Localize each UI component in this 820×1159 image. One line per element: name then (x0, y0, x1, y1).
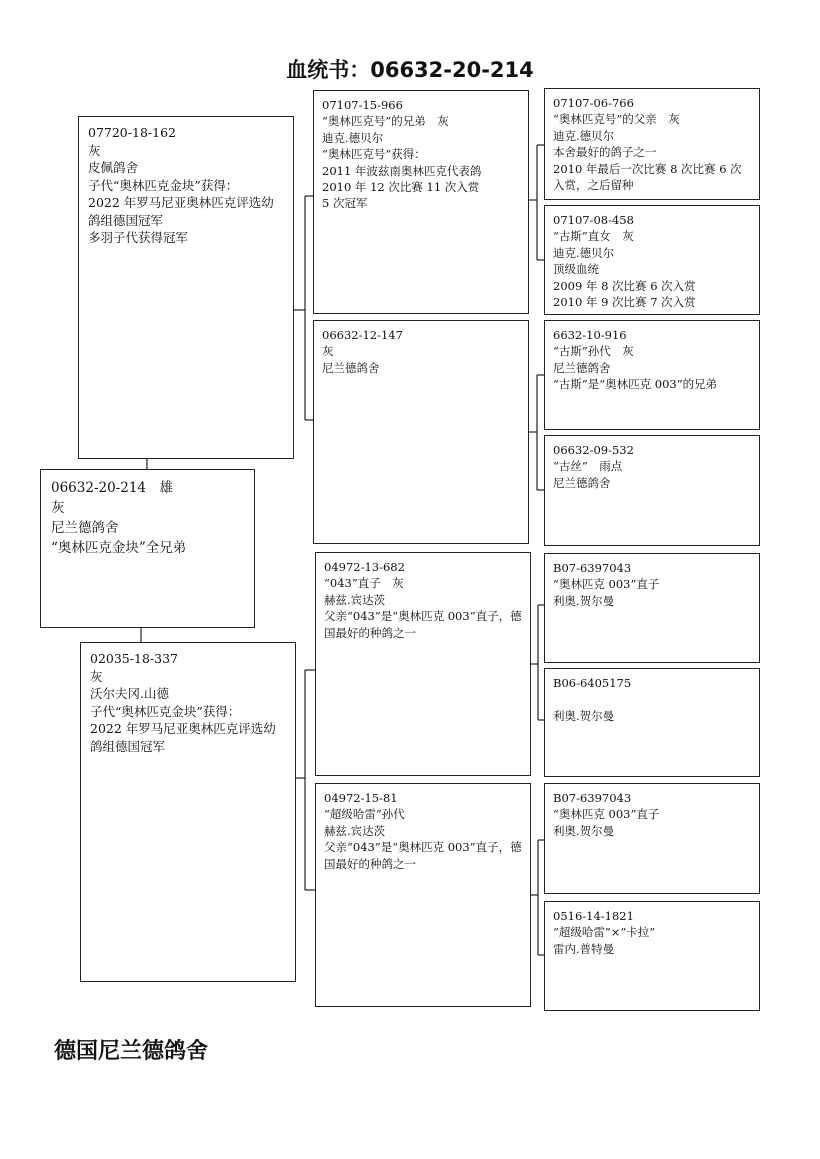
sire-sire-card (313, 90, 529, 314)
gg6-breeder: 利奥.贺尔曼 (553, 708, 615, 723)
dam-dam-name: “超级哈雷”孙代 (324, 807, 405, 822)
dam-note: 子代“奥林匹克金块”获得： (90, 703, 241, 719)
great-grandparent-card-2 (544, 205, 760, 315)
dam-sire-note: 父亲“043”是“奥林匹克 003”直子，德国最好的种鸽之一 (324, 609, 522, 640)
gg6-ring-number: B06-6405175 (553, 676, 632, 690)
sire-dam-ring-number: 06632-12-147 (322, 328, 403, 342)
great-grandparent-card-1 (544, 88, 760, 200)
sire-color: 灰 (88, 142, 101, 158)
dam-dam-note: 父亲“043”是“奥林匹克 003”直子，德国最好的种鸽之一 (324, 840, 522, 871)
sire-ring-number: 07720-18-162 (88, 125, 176, 140)
gg8-ring-number: 0516-14-1821 (553, 909, 634, 923)
gg2-breeder: 迪克.德贝尔 (553, 245, 615, 260)
sire-dam-breeder: 尼兰德鸽舍 (322, 360, 380, 375)
dam-breeder: 沃尔夫冈.山德 (90, 686, 169, 701)
gg4-ring-number: 06632-09-532 (553, 443, 634, 457)
sire-sire-breeder: 迪克.德贝尔 (322, 130, 384, 145)
sire-sire-note: 2010 年 12 次比赛 11 次入赏 (322, 180, 480, 195)
dam-sire-name: “043”直子 灰 (324, 576, 404, 591)
sire-note: 多羽子代获得冠军 (88, 230, 189, 245)
dam-sire-breeder: 赫兹.宾达茨 (324, 592, 386, 607)
gg7-name: “奥林匹克 003”直子 (553, 807, 660, 822)
great-grandparent-card-8 (544, 901, 760, 1011)
gg2-note: 2009 年 8 次比赛 6 次入赏 (553, 278, 696, 293)
sire-sire-note: 2011 年波兹南奥林匹克代表鸽 (322, 163, 482, 178)
gg1-name: “奥林匹克号”的父亲 灰 (553, 112, 680, 127)
gg5-breeder: 利奥.贺尔曼 (553, 593, 615, 608)
sire-breeder: 皮佩鸽舍 (88, 160, 139, 175)
gg2-ring-number: 07107-08-458 (553, 213, 634, 227)
loft-name-footer: 德国尼兰德鸽舍 (54, 1039, 209, 1064)
gg7-ring-number: B07-6397043 (553, 791, 632, 805)
great-grandparent-card-4 (544, 435, 760, 546)
great-grandparent-card-7 (544, 783, 760, 894)
gg6-name (553, 691, 751, 707)
dam-sire-ring-number: 04972-13-682 (324, 560, 405, 574)
gg1-breeder: 迪克.德贝尔 (553, 128, 615, 143)
sire-sire-note: 5 次冠军 (322, 196, 368, 211)
gg5-name: “奥林匹克 003”直子 (553, 577, 660, 592)
sire-dam-color: 灰 (322, 344, 334, 359)
gg2-note: 顶级血统 (553, 262, 599, 277)
gg7-breeder: 利奥.贺尔曼 (553, 823, 615, 838)
gg3-ring-number: 6632-10-916 (553, 328, 627, 342)
sire-sire-note: “奥林匹克号”获得： (322, 147, 426, 162)
great-grandparent-card-3 (544, 320, 760, 430)
subject-note: “奥林匹克金块”全兄弟 (51, 540, 187, 556)
gg3-breeder: 尼兰德鸽舍 (553, 360, 611, 375)
gg8-name: “超级哈雷”×“卡拉” (553, 925, 656, 940)
subject-color: 灰 (51, 500, 65, 516)
gg2-name: “古斯”直女 灰 (553, 229, 634, 244)
gg5-ring-number: B07-6397043 (553, 561, 632, 575)
dam-dam-breeder: 赫兹.宾达茨 (324, 823, 386, 838)
subject-pigeon-card (40, 469, 255, 628)
subject-loft: 尼兰德鸽舍 (51, 520, 119, 536)
dam-note: 2022 年罗马尼亚奥林匹克评选幼鸽组德国冠军 (90, 721, 276, 754)
dam-sire-card (315, 552, 531, 776)
sire-card (78, 116, 294, 459)
gg4-name: “古丝” 雨点 (553, 459, 623, 474)
great-grandparent-card-5 (544, 553, 760, 663)
gg4-breeder: 尼兰德鸽舍 (553, 475, 611, 490)
sire-note: 2022 年罗马尼亚奥林匹克评选幼鸽组德国冠军 (88, 195, 274, 228)
pedigree-title: 血统书：06632-20-214 (286, 58, 534, 82)
gg1-note: 本舍最好的鸽子之一 (553, 145, 657, 160)
sire-dam-card (313, 320, 529, 544)
sire-note: 子代“奥林匹克金块”获得： (88, 177, 239, 193)
gg2-note: 2010 年 9 次比赛 7 次入赏 (553, 295, 696, 310)
gg3-name: “古斯”孙代 灰 (553, 344, 634, 359)
gg8-breeder: 雷内.普特曼 (553, 941, 615, 956)
gg1-ring-number: 07107-06-766 (553, 96, 634, 110)
dam-card (80, 642, 296, 982)
gg3-note: “古斯”是“奥林匹克 003”的兄弟 (553, 377, 718, 392)
sire-sire-ring-number: 07107-15-966 (322, 98, 403, 112)
great-grandparent-card-6 (544, 668, 760, 777)
dam-dam-ring-number: 04972-15-81 (324, 791, 398, 805)
subject-ring-number: 06632-20-214 雄 (51, 480, 174, 496)
gg1-note: 2010 年最后一次比赛 8 次比赛 6 次入赏，之后留种 (553, 161, 742, 193)
dam-ring-number: 02035-18-337 (90, 651, 178, 666)
dam-dam-card (315, 783, 531, 1007)
dam-color: 灰 (90, 668, 103, 684)
sire-sire-name: “奥林匹克号”的兄弟 灰 (322, 114, 449, 129)
